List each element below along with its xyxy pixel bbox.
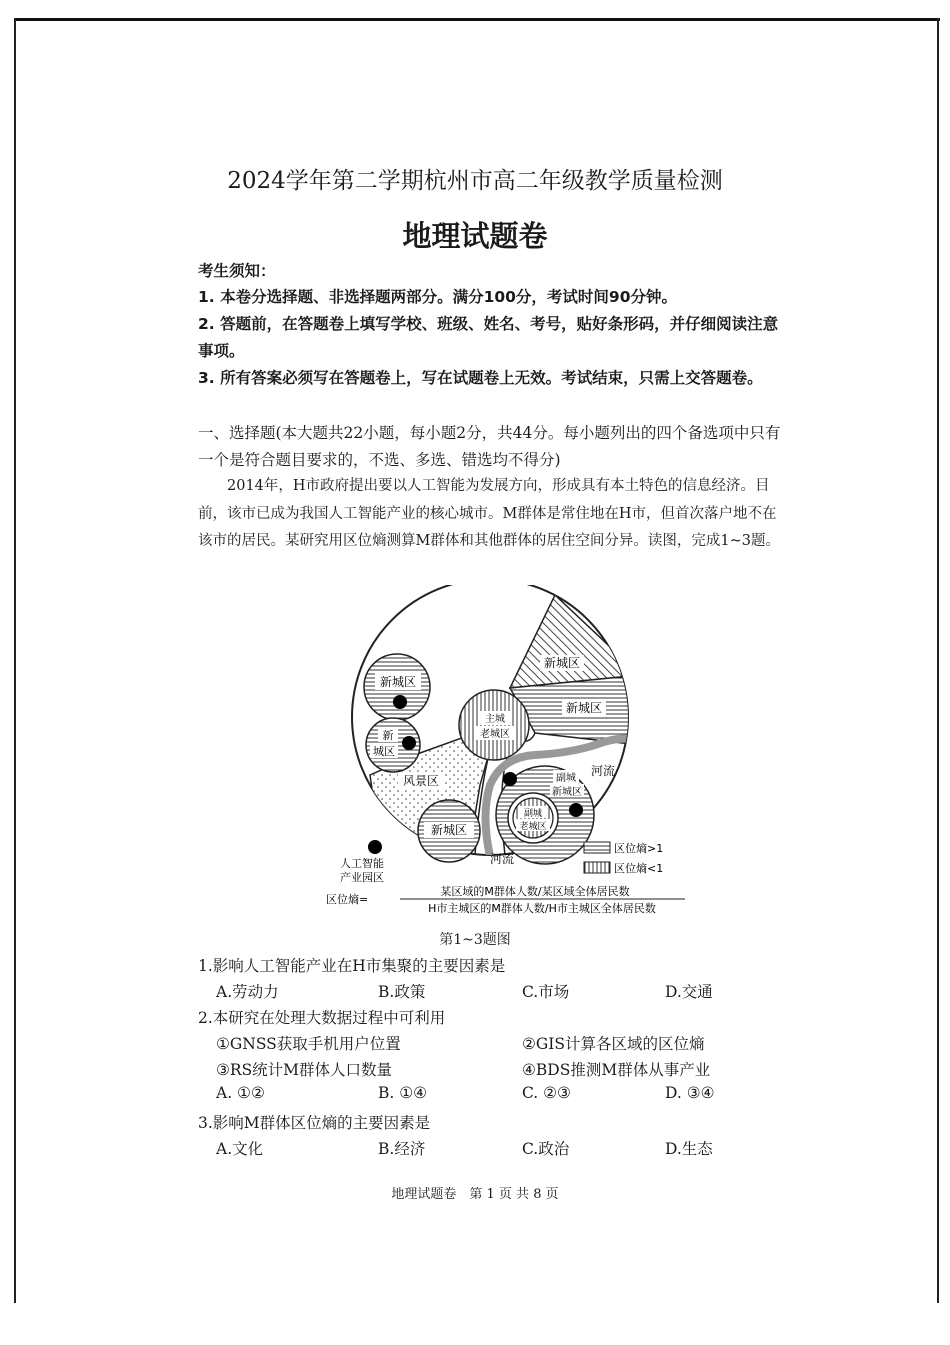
label-new-district-w-2: 城区 — [373, 745, 395, 758]
label-main-old-1: 主城 — [485, 714, 505, 725]
question-3-option-b: B.经济 — [378, 1140, 426, 1158]
question-2-item-1: ①GNSS获取手机用户位置 — [216, 1035, 401, 1053]
label-new-district-ne2: 新城区 — [565, 701, 603, 715]
label-ai-park-1: 人工智能 — [340, 857, 384, 870]
legend-low-label: 区位熵<1 — [614, 862, 664, 875]
city-structure-figure — [320, 585, 700, 930]
ai-park-dot — [368, 840, 382, 854]
legend-high-swatch — [584, 842, 610, 853]
ai-firm-dot — [402, 736, 416, 750]
label-sub-old-1: 副城 — [523, 809, 543, 819]
question-2-option-c: C. ②③ — [522, 1084, 571, 1102]
section-title: 一、选择题(本大题共22小题，每小题2分，共44分。每小题列出的四个备选项中只有一个是符合题目要求的，不选、多选、错选均不得分) — [198, 424, 781, 469]
figure-caption: 第1~3题图 — [439, 932, 511, 948]
question-2-option-a: A. ①② — [216, 1084, 265, 1102]
question-3-option-d: D.生态 — [665, 1140, 713, 1158]
notice-item-1: 1. 本卷分选择题、非选择题两部分。满分100分，考试时间90分钟。 — [198, 288, 677, 306]
ai-firm-dot — [393, 695, 407, 709]
question-2-item-2: ②GIS计算各区域的区位熵 — [522, 1035, 705, 1053]
question-3-option-a: A.文化 — [216, 1140, 264, 1158]
passage-text: 2014年，H市政府提出要以人工智能为发展方向，形成具有本土特色的信息经济。目前，该市已成为我国人工智能产业的核心城市。M群体是常住地在H市，但首次落户地不在该市的居民。某研究用区位熵测算M群体和其他群体的居住空间分异。读图，完成1~3题。 — [198, 478, 780, 549]
formula-denominator: H市主城区的M群体人数/H市主城区全体居民数 — [428, 902, 656, 915]
label-main-old-2: 老城区 — [480, 729, 510, 740]
label-river-2: 河流 — [489, 852, 515, 866]
label-new-district-s: 新城区 — [430, 823, 468, 837]
question-1-option-c: C.市场 — [522, 983, 570, 1001]
question-1-option-a: A.劳动力 — [216, 983, 279, 1001]
question-2-stem: 2.本研究在处理大数据过程中可利用 — [198, 1009, 446, 1027]
label-sub-new-2: 新城区 — [552, 787, 582, 798]
question-2-option-b: B. ①④ — [378, 1084, 428, 1102]
question-1-option-b: B.政策 — [378, 983, 426, 1001]
ai-firm-dot — [569, 803, 583, 817]
notice-item-3: 3. 所有答案必须写在答题卷上，写在试题卷上无效。考试结束，只需上交答题卷。 — [198, 369, 763, 387]
legend-high-label: 区位熵>1 — [614, 842, 664, 855]
label-new-district-w-1: 新 — [382, 729, 394, 742]
question-1-option-d: D.交通 — [665, 983, 713, 1001]
question-2-option-d: D. ③④ — [665, 1084, 715, 1102]
question-2-item-4: ④BDS推测M群体从事产业 — [522, 1061, 711, 1079]
formula-lhs: 区位熵= — [326, 893, 369, 906]
label-ai-park-2: 产业园区 — [340, 871, 384, 884]
legend-low-swatch — [584, 862, 610, 873]
question-1-stem: 1.影响人工智能产业在H市集聚的主要因素是 — [198, 957, 506, 975]
question-3-stem: 3.影响M群体区位熵的主要因素是 — [198, 1114, 431, 1132]
question-2-item-3: ③RS统计M群体人口数量 — [216, 1061, 393, 1079]
ai-firm-dot — [503, 772, 517, 786]
exam-title: 2024学年第二学期杭州市高二年级教学质量检测 — [227, 168, 723, 194]
question-3-option-c: C.政治 — [522, 1140, 570, 1158]
label-sub-new-1: 副城 — [556, 773, 576, 784]
formula-numerator: 某区域的M群体人数/某区域全体居民数 — [440, 885, 630, 898]
notice-item-2: 2. 答题前，在答题卷上填写学校、班级、姓名、考号，贴好条形码，并仔细阅读注意事项。 — [198, 315, 779, 360]
label-river-1: 河流 — [590, 764, 616, 778]
notice-title: 考生须知： — [198, 262, 276, 280]
subject-title: 地理试题卷 — [402, 219, 548, 253]
label-new-district-ne1: 新城区 — [543, 656, 581, 670]
label-sub-old-2: 老城区 — [519, 822, 547, 832]
page-footer: 地理试题卷 第 1 页 共 8 页 — [391, 1187, 559, 1202]
label-scenic: 风景区 — [402, 774, 440, 788]
label-new-district-nw: 新城区 — [379, 675, 417, 689]
